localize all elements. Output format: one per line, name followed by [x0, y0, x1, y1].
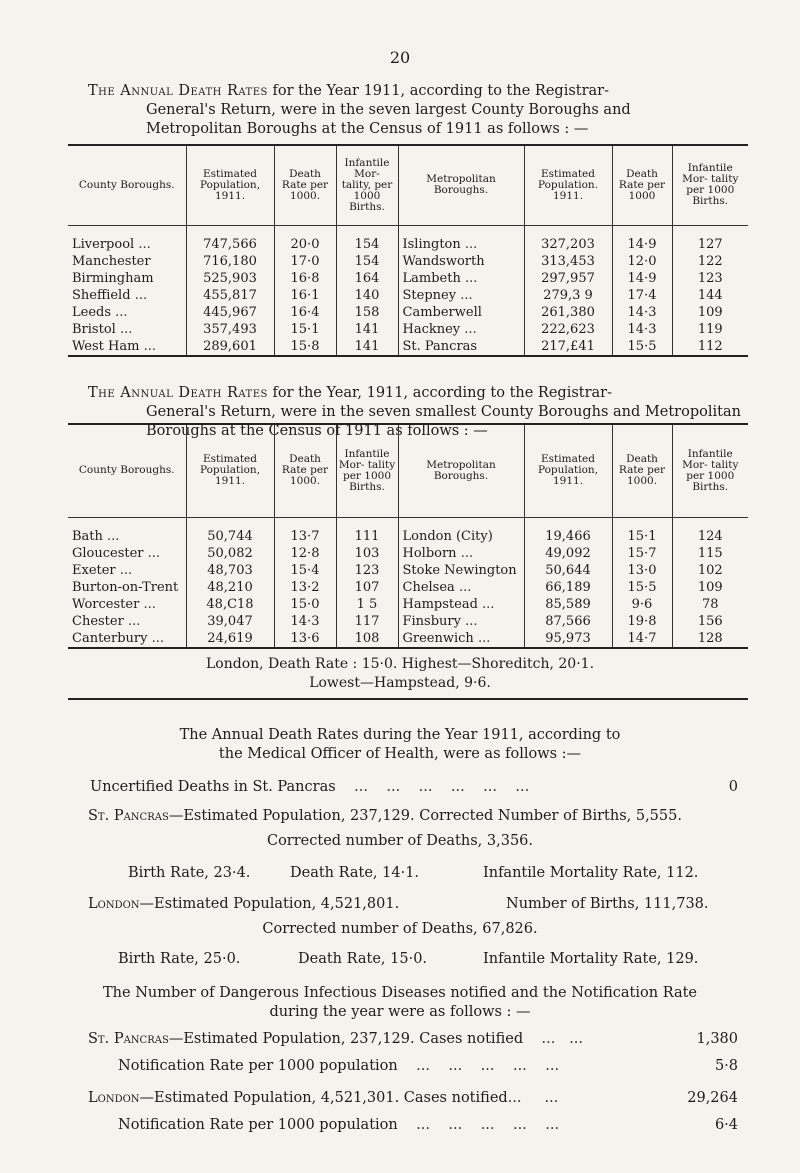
col-estimated-population: Estimated Population, 1911. — [186, 424, 274, 517]
section-divider — [68, 698, 748, 700]
infantile-mortality-cell: 154 — [336, 253, 398, 270]
metro-population-cell: 313,453 — [524, 253, 612, 270]
london-death-rate: Death Rate, 15·0. — [298, 951, 428, 967]
london-birth-rate: Birth Rate, 25·0. — [118, 951, 241, 967]
metro-infantile-mortality-cell: 123 — [697, 270, 723, 286]
metro-death-rate-cell: 15·5 — [612, 338, 672, 356]
metro-population-cell: 217,£41 — [524, 338, 612, 356]
metro-population-cell: 261,380 — [524, 304, 612, 321]
county-borough-cell: Chester ... — [68, 613, 186, 630]
metro-infantile-mortality-cell: 127 — [697, 236, 723, 252]
infectious-heading-line2: during the year were as follows : — — [269, 1004, 531, 1020]
table-row — [68, 253, 748, 270]
metro-population-cell: 85,589 — [524, 596, 612, 613]
st-pancras-infantile-rate: Infantile Mortality Rate, 112. — [483, 865, 699, 881]
population-cell: 716,180 — [186, 253, 274, 270]
death-rate-cell: 20·0 — [274, 225, 336, 253]
table-row — [68, 225, 748, 253]
st-pancras-notification-rate: 5·8 — [714, 1058, 738, 1074]
population-cell: 525,903 — [186, 270, 274, 287]
table-row — [68, 338, 748, 356]
london-infantile-rate: Infantile Mortality Rate, 129. — [483, 951, 699, 967]
population-cell: 39,047 — [186, 613, 274, 630]
st-pancras-cases-value: 1,380 — [696, 1031, 738, 1047]
metropolitan-borough-cell: Lambeth ... — [398, 270, 524, 287]
table-row — [68, 321, 748, 338]
col-metro-death-rate: Death Rate per 1000 — [612, 145, 672, 225]
col-metro-population: Estimated Population, 1911. — [524, 424, 612, 517]
metro-infantile-mortality-cell: 119 — [697, 321, 723, 337]
metro-population-cell: 222,623 — [524, 321, 612, 338]
col-metro-death-rate: Death Rate per 1000. — [612, 424, 672, 517]
death-rate-cell: 12·8 — [274, 545, 336, 562]
smallest-boroughs-table — [68, 423, 748, 649]
infantile-mortality-cell: 117 — [336, 613, 398, 630]
metropolitan-borough-cell: Camberwell — [398, 304, 524, 321]
metro-infantile-mortality-cell: 124 — [697, 528, 723, 544]
page-number: 20 — [389, 48, 411, 67]
col-death-rate: Death Rate per 1000. — [274, 424, 336, 517]
col-county-boroughs: County Boroughs. — [68, 145, 186, 225]
infantile-mortality-cell: 154 — [336, 225, 398, 253]
col-infantile-mortality: Infantile Mor- tality, per 1000 Births. — [336, 145, 398, 225]
population-cell: 289,601 — [186, 338, 274, 356]
table-row — [68, 270, 748, 287]
table-row — [68, 579, 748, 596]
death-rate-cell: 16·8 — [274, 270, 336, 287]
london-notification-rate: 6·4 — [714, 1117, 738, 1133]
population-cell: 50,082 — [186, 545, 274, 562]
table-row — [68, 630, 748, 648]
largest-boroughs-table — [68, 144, 748, 357]
metropolitan-borough-cell: Hackney ... — [398, 321, 524, 338]
metro-infantile-mortality-cell: 122 — [697, 253, 723, 269]
metro-death-rate-cell: 15·1 — [612, 517, 672, 545]
metropolitan-borough-cell: Greenwich ... — [398, 630, 524, 648]
metropolitan-borough-cell: Wandsworth — [398, 253, 524, 270]
metro-infantile-mortality-cell: 109 — [697, 579, 723, 595]
infantile-mortality-cell: 108 — [336, 630, 398, 648]
metro-death-rate-cell: 14·9 — [612, 225, 672, 253]
metro-death-rate-cell: 19·8 — [612, 613, 672, 630]
death-rate-cell: 13·2 — [274, 579, 336, 596]
metropolitan-borough-cell: Stepney ... — [398, 287, 524, 304]
london-notification-label: Notification Rate per 1000 population ... ... ... ... ... — [118, 1117, 560, 1133]
col-estimated-population: Estimated Population, 1911. — [186, 145, 274, 225]
infantile-mortality-cell: 111 — [336, 517, 398, 545]
death-rate-cell: 13·6 — [274, 630, 336, 648]
metropolitan-borough-cell: Islington ... — [398, 225, 524, 253]
population-cell: 48,C18 — [186, 596, 274, 613]
london-population-line: London—Estimated Population, 4,521,801. — [88, 896, 400, 912]
table-row — [68, 287, 748, 304]
metro-population-cell: 19,466 — [524, 517, 612, 545]
county-borough-cell: Burton-on-Trent — [68, 579, 186, 596]
intro-lead: The Annual Death Rates — [88, 83, 268, 99]
london-deaths: Corrected number of Deaths, 67,826. — [262, 921, 538, 937]
county-borough-cell: Canterbury ... — [68, 630, 186, 648]
population-cell: 747,566 — [186, 225, 274, 253]
moh-heading-line2: the Medical Officer of Health, were as follows :— — [218, 746, 582, 762]
county-borough-cell: Liverpool ... — [68, 225, 186, 253]
metropolitan-borough-cell: Holborn ... — [398, 545, 524, 562]
col-metropolitan-boroughs: Metropolitan Boroughs. — [398, 424, 524, 517]
death-rate-cell: 14·3 — [274, 613, 336, 630]
london-births: Number of Births, 111,738. — [506, 896, 709, 912]
metro-death-rate-cell: 13·0 — [612, 562, 672, 579]
table-row — [68, 613, 748, 630]
metropolitan-borough-cell: Hampstead ... — [398, 596, 524, 613]
table-row — [68, 304, 748, 321]
metro-death-rate-cell: 12·0 — [612, 253, 672, 270]
death-rate-cell: 15·4 — [274, 562, 336, 579]
col-county-boroughs: County Boroughs. — [68, 424, 186, 517]
st-pancras-notification-label: Notification Rate per 1000 population ... ... ... ... ... — [118, 1058, 560, 1074]
county-borough-cell: Bath ... — [68, 517, 186, 545]
metropolitan-borough-cell: St. Pancras — [398, 338, 524, 356]
st-pancras-population-line: St. Pancras—Estimated Population, 237,129. Corrected Number of Births, 5,555. — [88, 808, 682, 824]
infantile-mortality-cell: 141 — [336, 338, 398, 356]
table-row — [68, 517, 748, 545]
metropolitan-borough-cell: London (City) — [398, 517, 524, 545]
death-rate-cell: 17·0 — [274, 253, 336, 270]
metro-population-cell: 95,973 — [524, 630, 612, 648]
infantile-mortality-cell: 107 — [336, 579, 398, 596]
infantile-mortality-cell: 140 — [336, 287, 398, 304]
st-pancras-birth-rate: Birth Rate, 23·4. — [128, 865, 251, 881]
metro-infantile-mortality-cell: 78 — [701, 596, 719, 612]
metro-infantile-mortality-cell: 144 — [697, 287, 723, 303]
death-rate-cell: 15·1 — [274, 321, 336, 338]
col-metropolitan-boroughs: Metropolitan Boroughs. — [398, 145, 524, 225]
death-rate-cell: 15·8 — [274, 338, 336, 356]
death-rate-cell: 15·0 — [274, 596, 336, 613]
metro-population-cell: 327,203 — [524, 225, 612, 253]
col-metro-population: Estimated Population. 1911. — [524, 145, 612, 225]
table-row — [68, 596, 748, 613]
population-cell: 24,619 — [186, 630, 274, 648]
population-cell: 455,817 — [186, 287, 274, 304]
st-pancras-deaths: Corrected number of Deaths, 3,356. — [266, 833, 534, 849]
metro-infantile-mortality-cell: 115 — [697, 545, 723, 561]
metro-population-cell: 49,092 — [524, 545, 612, 562]
county-borough-cell: Leeds ... — [68, 304, 186, 321]
metro-population-cell: 279,3 9 — [524, 287, 612, 304]
col-metro-infantile-mortality: Infantile Mor- tality per 1000 Births. — [682, 162, 739, 208]
st-pancras-death-rate: Death Rate, 14·1. — [290, 865, 420, 881]
death-rate-cell: 13·7 — [274, 517, 336, 545]
metropolitan-borough-cell: Chelsea ... — [398, 579, 524, 596]
metro-death-rate-cell: 9·6 — [612, 596, 672, 613]
metro-death-rate-cell: 14·9 — [612, 270, 672, 287]
table-row — [68, 562, 748, 579]
london-cases-line: London—Estimated Population, 4,521,301. Cases notified... ... — [88, 1090, 559, 1106]
london-cases-value: 29,264 — [687, 1090, 738, 1106]
metro-death-rate-cell: 14·7 — [612, 630, 672, 648]
metro-infantile-mortality-cell: 112 — [697, 338, 723, 354]
metro-death-rate-cell: 15·5 — [612, 579, 672, 596]
metro-infantile-mortality-cell: 109 — [697, 304, 723, 320]
intro-paragraph-largest: The Annual Death Rates for the Year 1911, according to the Registrar- General's Return, were in the seven largest County Boroughs and Metropolitan Boroughs at the Census of 1911 as follows : — — [88, 83, 631, 137]
infantile-mortality-cell: 123 — [336, 562, 398, 579]
st-pancras-cases-line: St. Pancras—Estimated Population, 237,129. Cases notified ... ... — [88, 1031, 584, 1047]
metro-population-cell: 87,566 — [524, 613, 612, 630]
infantile-mortality-cell: 1 5 — [336, 596, 398, 613]
moh-heading-line1: The Annual Death Rates during the Year 1911, according to — [179, 727, 621, 743]
metro-infantile-mortality-cell: 128 — [697, 630, 723, 646]
intro-paragraph-smallest: The Annual Death Rates for the Year, 1911, according to the Registrar- General's Return, were in the seven smallest County Boroughs and Metropolitan Boroughs at the Census of 1911 as follows : — — [88, 385, 741, 439]
population-cell: 357,493 — [186, 321, 274, 338]
county-borough-cell: Bristol ... — [68, 321, 186, 338]
population-cell: 48,210 — [186, 579, 274, 596]
metro-population-cell: 50,644 — [524, 562, 612, 579]
population-cell: 48,703 — [186, 562, 274, 579]
county-borough-cell: West Ham ... — [68, 338, 186, 356]
metro-death-rate-cell: 14·3 — [612, 321, 672, 338]
infantile-mortality-cell: 158 — [336, 304, 398, 321]
infantile-mortality-cell: 164 — [336, 270, 398, 287]
death-rate-cell: 16·1 — [274, 287, 336, 304]
intro-lead: The Annual Death Rates — [88, 385, 268, 401]
county-borough-cell: Exeter ... — [68, 562, 186, 579]
death-rate-cell: 16·4 — [274, 304, 336, 321]
population-cell: 445,967 — [186, 304, 274, 321]
county-borough-cell: Manchester — [68, 253, 186, 270]
county-borough-cell: Birmingham — [68, 270, 186, 287]
county-borough-cell: Worcester ... — [68, 596, 186, 613]
col-metro-infantile-mortality: Infantile Mor- tality per 1000 Births. — [682, 447, 739, 493]
infantile-mortality-cell: 141 — [336, 321, 398, 338]
col-infantile-mortality: Infantile Mor- tality per 1000 Births. — [336, 424, 398, 517]
county-borough-cell: Sheffield ... — [68, 287, 186, 304]
metro-death-rate-cell: 15·7 — [612, 545, 672, 562]
metropolitan-borough-cell: Stoke Newington — [398, 562, 524, 579]
metro-population-cell: 66,189 — [524, 579, 612, 596]
population-cell: 50,744 — [186, 517, 274, 545]
london-rates-summary: London, Death Rate : 15·0. Highest—Shoreditch, 20·1. Lowest—Hampstead, 9·6. — [205, 656, 595, 691]
metro-infantile-mortality-cell: 102 — [697, 562, 723, 578]
col-death-rate: Death Rate per 1000. — [274, 145, 336, 225]
metro-population-cell: 297,957 — [524, 270, 612, 287]
metro-death-rate-cell: 14·3 — [612, 304, 672, 321]
uncertified-deaths-value: 0 — [728, 779, 738, 795]
table-row — [68, 545, 748, 562]
metro-death-rate-cell: 17·4 — [612, 287, 672, 304]
uncertified-deaths-label: Uncertified Deaths in St. Pancras ... ... ... ... ... ... — [90, 779, 530, 795]
metropolitan-borough-cell: Finsbury ... — [398, 613, 524, 630]
metro-infantile-mortality-cell: 156 — [697, 613, 723, 629]
infantile-mortality-cell: 103 — [336, 545, 398, 562]
county-borough-cell: Gloucester ... — [68, 545, 186, 562]
infectious-heading-line1: The Number of Dangerous Infectious Diseases notified and the Notification Rate — [103, 985, 697, 1001]
